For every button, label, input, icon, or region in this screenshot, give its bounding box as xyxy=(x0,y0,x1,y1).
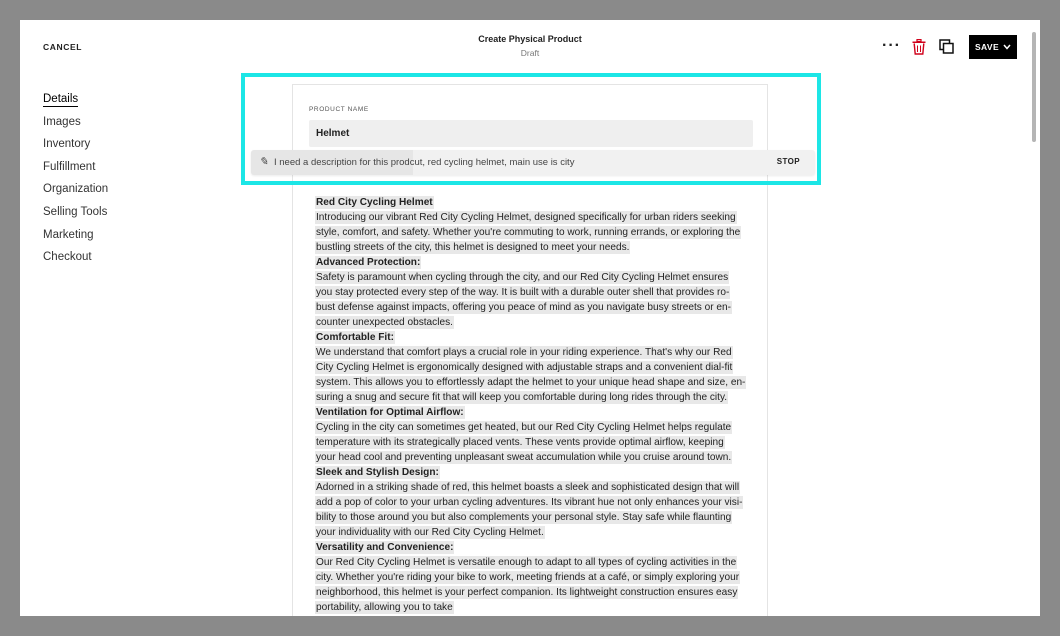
description-line xyxy=(315,360,755,375)
description-line xyxy=(315,495,755,510)
description-line xyxy=(315,240,755,255)
product-name-input[interactable]: Helmet xyxy=(309,120,753,147)
description-line xyxy=(315,480,755,495)
save-label: SAVE xyxy=(974,42,1000,52)
ai-prompt-bar xyxy=(251,150,815,175)
sidebar-item-label: Fulfillment xyxy=(43,160,96,173)
page-title-group xyxy=(430,34,630,58)
product-name-label: PRODUCT NAME xyxy=(309,106,369,113)
page-title: Create Physical Product xyxy=(478,34,582,44)
description-text: Adorned in a striking shade of red, this helmet boasts a sleek and sophisticated design that will xyxy=(316,482,740,493)
description-heading xyxy=(315,330,755,345)
description-heading xyxy=(315,465,755,480)
description-line xyxy=(315,450,755,465)
scrollbar-thumb[interactable] xyxy=(1032,32,1036,142)
description-text: We understand that comfort plays a crucial role in your riding experience. That's why our Red xyxy=(316,347,732,358)
sidebar-item-label: Selling Tools xyxy=(43,205,108,218)
description-line xyxy=(315,315,755,330)
description-line xyxy=(315,420,755,435)
description-line xyxy=(315,555,755,570)
sidebar-item-label: Details xyxy=(43,93,79,105)
description-line xyxy=(315,390,755,405)
description-heading xyxy=(315,540,755,555)
description-line xyxy=(315,345,755,360)
description-line xyxy=(315,285,755,300)
description-line xyxy=(315,510,755,525)
sidebar-nav xyxy=(43,92,108,273)
top-bar xyxy=(20,20,1040,74)
description-text: Red City Cycling Helmet xyxy=(316,197,433,208)
description-text: counter unexpected obstacles. xyxy=(316,317,453,328)
sidebar-item-images[interactable] xyxy=(43,115,108,138)
description-line xyxy=(315,225,755,240)
sidebar-item-label: Marketing xyxy=(43,228,94,241)
description-line xyxy=(315,210,755,225)
sidebar-item-marketing[interactable] xyxy=(43,228,108,251)
sidebar-item-checkout[interactable] xyxy=(43,250,108,273)
description-text: add a pop of color to your urban cycling adventures. Its vibrant hue not only enhances your visi- xyxy=(316,497,743,508)
sidebar-item-label: Images xyxy=(43,115,81,128)
description-text: neighborhood, this helmet is your perfect companion. Its lightweight construction ensures easy xyxy=(316,587,738,598)
description-text: Our Red City Cycling Helmet is versatile enough to adapt to all types of cycling activities in the xyxy=(316,557,737,568)
description-text: your head cool and preventing unpleasant sweat accumulation while you cruise around town. xyxy=(316,452,732,463)
sidebar-item-selling-tools[interactable] xyxy=(43,205,108,228)
description-line xyxy=(315,600,755,615)
cancel-button[interactable]: CANCEL xyxy=(43,42,83,52)
description-heading xyxy=(315,405,755,420)
description-text: temperature with its strategically placed vents. These vents provide optimal airflow, keeping xyxy=(316,437,724,448)
description-heading xyxy=(315,255,755,270)
description-text: bility to those around you but also complements your personal style. Stay safe while flaunting xyxy=(316,512,732,523)
save-button[interactable] xyxy=(969,35,1017,59)
description-text: portability, allowing you to take xyxy=(316,602,453,613)
description-text: bustling streets of the city, this helmet is designed to meet your needs. xyxy=(316,242,630,253)
sidebar-item-details[interactable] xyxy=(43,92,108,115)
description-line xyxy=(315,375,755,390)
chevron-down-icon xyxy=(1003,44,1011,50)
description-text: you stay protected every step of the way. It is built with a durable outer shell that provides ro- xyxy=(316,287,730,298)
sidebar-item-inventory[interactable] xyxy=(43,137,108,160)
description-editor[interactable] xyxy=(315,195,755,615)
description-text: Comfortable Fit: xyxy=(316,332,394,343)
description-text: Versatility and Convenience: xyxy=(316,542,454,553)
ai-prompt-text[interactable]: I need a description for this prodcut, red cycling helmet, main use is city xyxy=(274,157,575,168)
description-text: Cycling in the city can sometimes get heated, but our Red City Cycling Helmet helps regulate xyxy=(316,422,732,433)
sparkle-icon: ✎ xyxy=(259,156,269,168)
description-text: Introducing our vibrant Red City Cycling Helmet, designed specifically for urban riders seeking xyxy=(316,212,736,223)
description-line xyxy=(315,435,755,450)
description-text: city. Whether you're riding your bike to work, meeting friends at a café, or simply exploring your xyxy=(316,572,740,583)
description-text: City Cycling Helmet is ergonomically designed with adjustable straps and a convenient dial-fit xyxy=(316,362,733,373)
description-text: Sleek and Stylish Design: xyxy=(316,467,439,478)
description-text: Ventilation for Optimal Airflow: xyxy=(316,407,464,418)
stop-button[interactable]: STOP xyxy=(776,157,800,166)
sidebar-item-label: Organization xyxy=(43,183,109,196)
sidebar-item-organization[interactable] xyxy=(43,182,108,205)
description-text: your individuality with our Red City Cycling Helmet. xyxy=(316,527,544,538)
sidebar-item-label: Inventory xyxy=(43,138,91,151)
description-text: system. This allows you to effortlessly adapt the helmet to your unique head shape and size, en- xyxy=(316,377,746,388)
description-text: suring a snug and secure fit that will keep you comfortable during long rides through the city. xyxy=(316,392,728,403)
description-line xyxy=(315,570,755,585)
description-text: bust defense against impacts, offering you peace of mind as you navigate busy streets or en- xyxy=(316,302,732,313)
description-line xyxy=(315,525,755,540)
product-editor-modal xyxy=(20,20,1040,616)
duplicate-icon[interactable] xyxy=(939,39,954,54)
sidebar-item-fulfillment[interactable] xyxy=(43,160,108,183)
description-heading xyxy=(315,195,755,210)
description-line xyxy=(315,585,755,600)
more-icon[interactable]: ··· xyxy=(882,37,901,54)
trash-icon[interactable] xyxy=(912,39,926,55)
description-line xyxy=(315,300,755,315)
description-text: Safety is paramount when cycling through the city, and our Red City Cycling Helmet ensures xyxy=(316,272,729,283)
description-text: Advanced Protection: xyxy=(316,257,421,268)
page-status: Draft xyxy=(520,48,540,58)
description-text: style, comfort, and safety. Whether you're commuting to work, running errands, or exploring the xyxy=(316,227,741,238)
description-line xyxy=(315,270,755,285)
sidebar-item-label: Checkout xyxy=(43,251,92,264)
